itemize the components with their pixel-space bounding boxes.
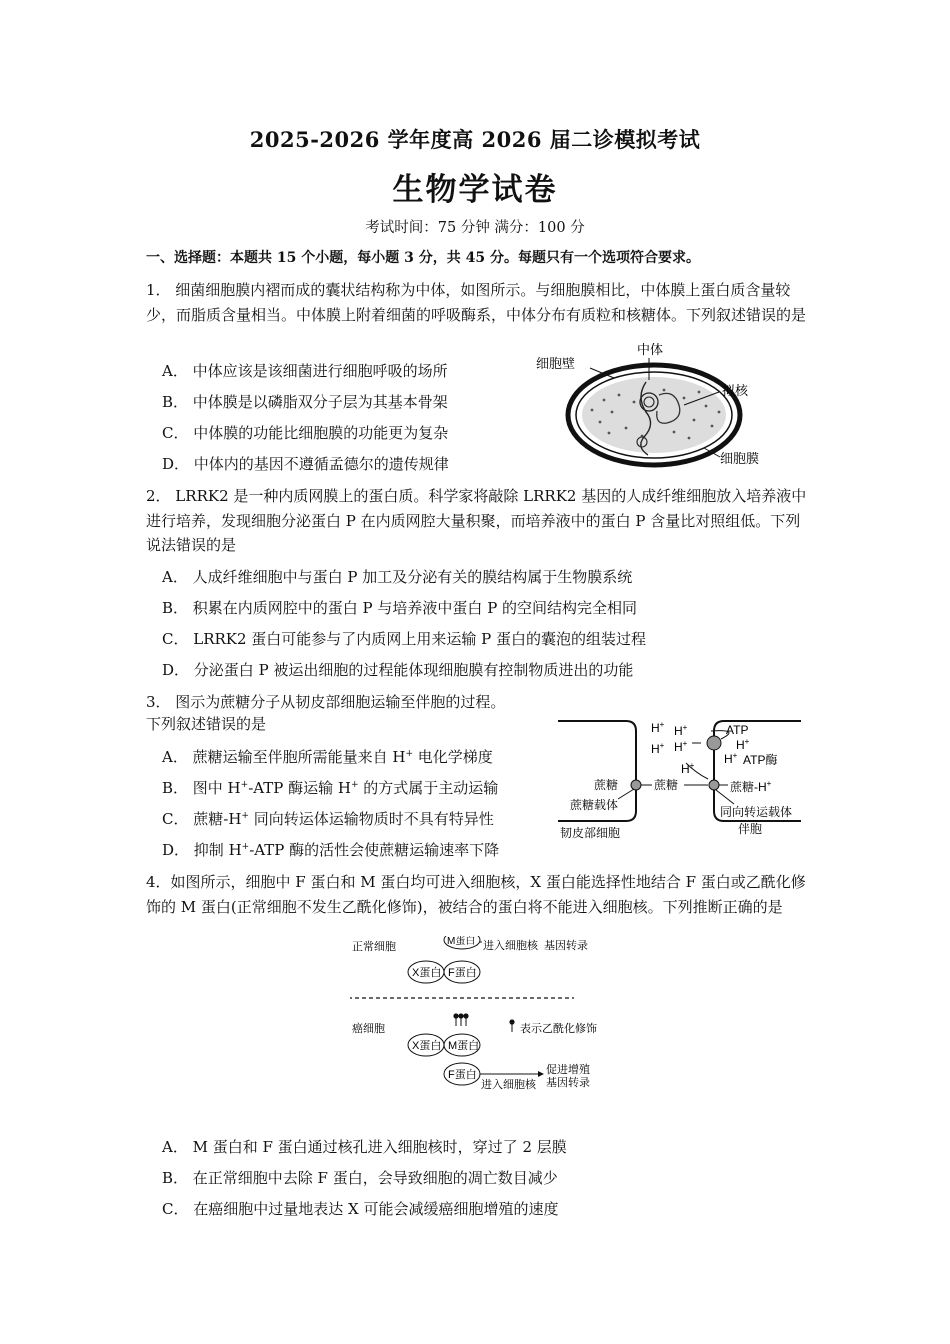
q1-option-a: A． 中体应该是该细菌进行细胞呼吸的场所 [162, 362, 448, 380]
question-3-stem-line2: 下列叙述错误的是 [146, 715, 267, 733]
question-2-stem: 2． LRRK2 是一种内质网膜上的蛋白质。科学家将敲除 LRRK2 基因的人成纤维细胞放入培养液中进行培养，发现细胞分泌蛋白 P 在内质网腔大量积聚，而培养液中的蛋白 P 含量比对照组低。下列说法错误的是 [146, 487, 807, 554]
svg-text:正常细胞: 正常细胞 [352, 941, 396, 953]
svg-text:ATP: ATP [726, 723, 749, 737]
q3-option-d: D． 抑制 H+-ATP 酶的活性会使蔗糖运输速率下降 [162, 841, 500, 859]
exam-info: 考试时间：75 分钟 满分：100 分 [365, 220, 585, 236]
svg-text:基因转录: 基因转录 [546, 1077, 590, 1089]
q4-option-b: B． 在正常细胞中去除 F 蛋白，会导致细胞的凋亡数目减少 [162, 1169, 558, 1187]
q3-option-c: C． 蔗糖-H+ 同向转运体运输物质时不具有特异性 [162, 810, 494, 828]
protein-nucleus-figure [350, 936, 610, 1092]
svg-text:F蛋白: F蛋白 [448, 967, 477, 979]
q2-option-c: C． LRRK2 蛋白可能参与了内质网上用来运输 P 蛋白的囊泡的组装过程 [162, 630, 646, 648]
svg-text:表示乙酰化修饰: 表示乙酰化修饰 [520, 1023, 597, 1035]
svg-text:同向转运载体: 同向转运载体 [720, 805, 793, 819]
svg-text:H+: H+ [674, 723, 688, 738]
svg-text:ATP酶: ATP酶 [743, 753, 778, 767]
svg-text:韧皮部细胞: 韧皮部细胞 [560, 826, 621, 840]
label-nucleoid: 拟核 [722, 383, 749, 398]
section-heading: 一、选择题：本题共 15 个小题，每小题 3 分，共 45 分。每题只有一个选项符合要求。 [146, 250, 700, 266]
q1-option-c: C． 中体膜的功能比细胞膜的功能更为复杂 [162, 424, 449, 442]
q3-option-a: A． 蔗糖运输至伴胞所需能量来自 H+ 电化学梯度 [162, 748, 493, 766]
exam-title: 2025-2026 学年度高 2026 届二诊模拟考试 [249, 127, 701, 152]
question-1-stem: 1． 细菌细胞膜内褶而成的囊状结构称为中体，如图所示。与细胞膜相比，中体膜上蛋白质含量较少，而脂质含量相当。中体膜上附着细菌的呼吸酶系，中体分布有质粒和核糖体。下列叙述错误的是 [146, 281, 807, 324]
q4-option-c: C． 在癌细胞中过量地表达 X 可能会减缓癌细胞增殖的速度 [162, 1200, 559, 1218]
svg-text:进入细胞核: 进入细胞核 [483, 940, 538, 952]
q4-option-a: A． M 蛋白和 F 蛋白通过核孔进入细胞核时，穿过了 2 层膜 [162, 1138, 567, 1156]
label-cell-wall: 细胞壁 [536, 356, 576, 371]
svg-text:促进增殖: 促进增殖 [546, 1064, 590, 1076]
q1-option-d: D． 中体内的基因不遵循孟德尔的遗传规律 [162, 455, 449, 473]
svg-text:M蛋白: M蛋白 [447, 936, 476, 947]
svg-text:F蛋白: F蛋白 [448, 1069, 477, 1081]
question-3-stem-line1: 3． 图示为蔗糖分子从韧皮部细胞运输至伴胞的过程。 [146, 693, 506, 711]
svg-text:X蛋白: X蛋白 [412, 967, 442, 979]
q2-option-b: B． 积累在内质网腔中的蛋白 P 与培养液中蛋白 P 的空间结构完全相同 [162, 599, 638, 617]
svg-text:蔗糖载体: 蔗糖载体 [570, 798, 619, 812]
sucrose-transport-figure [556, 715, 806, 843]
svg-text:伴胞: 伴胞 [738, 822, 763, 836]
svg-text:M蛋白: M蛋白 [448, 1040, 480, 1052]
q2-option-d: D． 分泌蛋白 P 被运出细胞的过程能体现细胞膜有控制物质进出的功能 [162, 661, 634, 679]
svg-text:进入细胞核: 进入细胞核 [481, 1079, 536, 1091]
label-zhongti: 中体 [636, 342, 664, 357]
subject-title: 生物学试卷 [392, 172, 558, 208]
svg-text:蔗糖: 蔗糖 [594, 778, 619, 792]
svg-text:H+: H+ [724, 751, 738, 766]
q1-option-b: B． 中体膜是以磷脂双分子层为其基本骨架 [162, 393, 448, 411]
svg-text:X蛋白: X蛋白 [412, 1040, 442, 1052]
q2-option-a: A． 人成纤维细胞中与蛋白 P 加工及分泌有关的膜结构属于生物膜系统 [162, 568, 633, 586]
svg-text:基因转录: 基因转录 [544, 940, 588, 952]
question-4-stem: 4．如图所示，细胞中 F 蛋白和 M 蛋白均可进入细胞核，X 蛋白能选择性地结合 F 蛋白或乙酰化修饰的 M 蛋白(正常细胞不发生乙酰化修饰)，被结合的蛋白将不能进入细胞核。下列推断正确的是 [146, 873, 806, 916]
label-cell-membrane: 细胞膜 [720, 451, 760, 466]
svg-text:H+: H+ [651, 720, 665, 735]
svg-text:H+: H+ [651, 741, 665, 756]
bacteria-figure [534, 340, 774, 475]
svg-text:癌细胞: 癌细胞 [352, 1023, 385, 1035]
q3-option-b: B． 图中 H+-ATP 酶运输 H+ 的方式属于主动运输 [162, 779, 499, 797]
svg-text:蔗糖-H+: 蔗糖-H+ [730, 779, 772, 794]
svg-text:蔗糖: 蔗糖 [654, 778, 679, 792]
svg-text:H+: H+ [681, 761, 695, 776]
svg-text:H+: H+ [674, 739, 688, 754]
svg-text:H+: H+ [736, 737, 750, 752]
